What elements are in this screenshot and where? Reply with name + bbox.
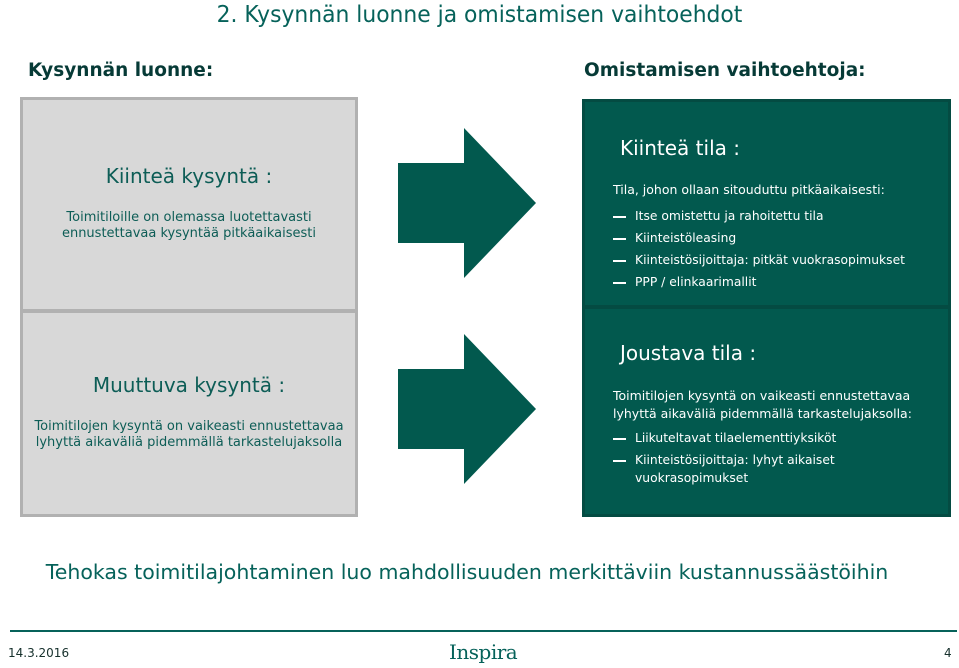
variable-demand-description-line1: Toimitilojen kysyntä on vaikeasti ennustettavaa [34, 419, 344, 434]
inspira-logo: Inspira [449, 640, 518, 664]
dash-bullet-icon [613, 238, 626, 240]
page-number: 4 [944, 646, 952, 660]
demand-nature-heading: Kysynnän luonne: [28, 60, 214, 81]
fixed-demand-title: Kiinteä kysyntä : [105, 164, 273, 188]
flexible-space-intro-line2: lyhyttä aikaväliä pidemmällä tarkastelujaksolla: [613, 406, 912, 421]
slide-title: 2. Kysynnän luonne ja omistamisen vaihtoehdot [216, 2, 743, 28]
flexible-space-box [582, 306, 951, 517]
flexible-space-title: Joustava tila : [620, 341, 757, 365]
fixed-demand-box [20, 97, 358, 312]
footer-date: 14.3.2016 [8, 646, 70, 660]
list-item: Liikuteltavat tilaelementtiyksiköt [613, 429, 943, 447]
variable-demand-box [20, 310, 358, 517]
list-item: Kiinteistösijoittaja: lyhyt aikaiset vuokrasopimukset [613, 451, 875, 487]
ownership-options-heading: Omistamisen vaihtoehtoja: [584, 60, 866, 81]
list-item: Kiinteistöleasing [613, 227, 943, 249]
dash-bullet-icon [613, 260, 626, 262]
fixed-space-intro: Tila, johon ollaan sitouduttu pitkäaikaisesti: [613, 182, 885, 197]
flexible-space-intro-line1: Toimitilojen kysyntä on vaikeasti ennustettavaa [613, 388, 911, 403]
list-item: Itse omistettu ja rahoitettu tila [613, 205, 943, 227]
footer-divider [10, 630, 957, 632]
flexible-space-list [613, 429, 943, 491]
dash-bullet-icon [613, 282, 626, 284]
arrow-right-icon [398, 334, 538, 484]
list-item: PPP / elinkaarimallit [613, 271, 943, 293]
bottom-statement: Tehokas toimitilajohtaminen luo mahdollisuuden merkittäviin kustannussäästöihin [45, 560, 889, 584]
variable-demand-description-line2: lyhyttä aikaväliä pidemmällä tarkastelujaksolla [35, 435, 343, 450]
fixed-space-title: Kiinteä tila : [620, 136, 740, 160]
fixed-demand-description-line2: ennustettavaa kysyntää pitkäaikaisesti [61, 226, 317, 241]
fixed-space-list [613, 205, 943, 293]
fixed-demand-description-line1: Toimitiloille on olemassa luotettavasti [66, 210, 312, 225]
variable-demand-title: Muuttuva kysyntä : [92, 373, 286, 397]
fixed-space-box [582, 99, 951, 308]
dash-bullet-icon [613, 438, 626, 440]
dash-bullet-icon [613, 216, 626, 218]
dash-bullet-icon [613, 460, 626, 462]
list-item: Kiinteistösijoittaja: pitkät vuokrasopimukset [613, 249, 943, 271]
arrow-right-icon [398, 128, 538, 278]
